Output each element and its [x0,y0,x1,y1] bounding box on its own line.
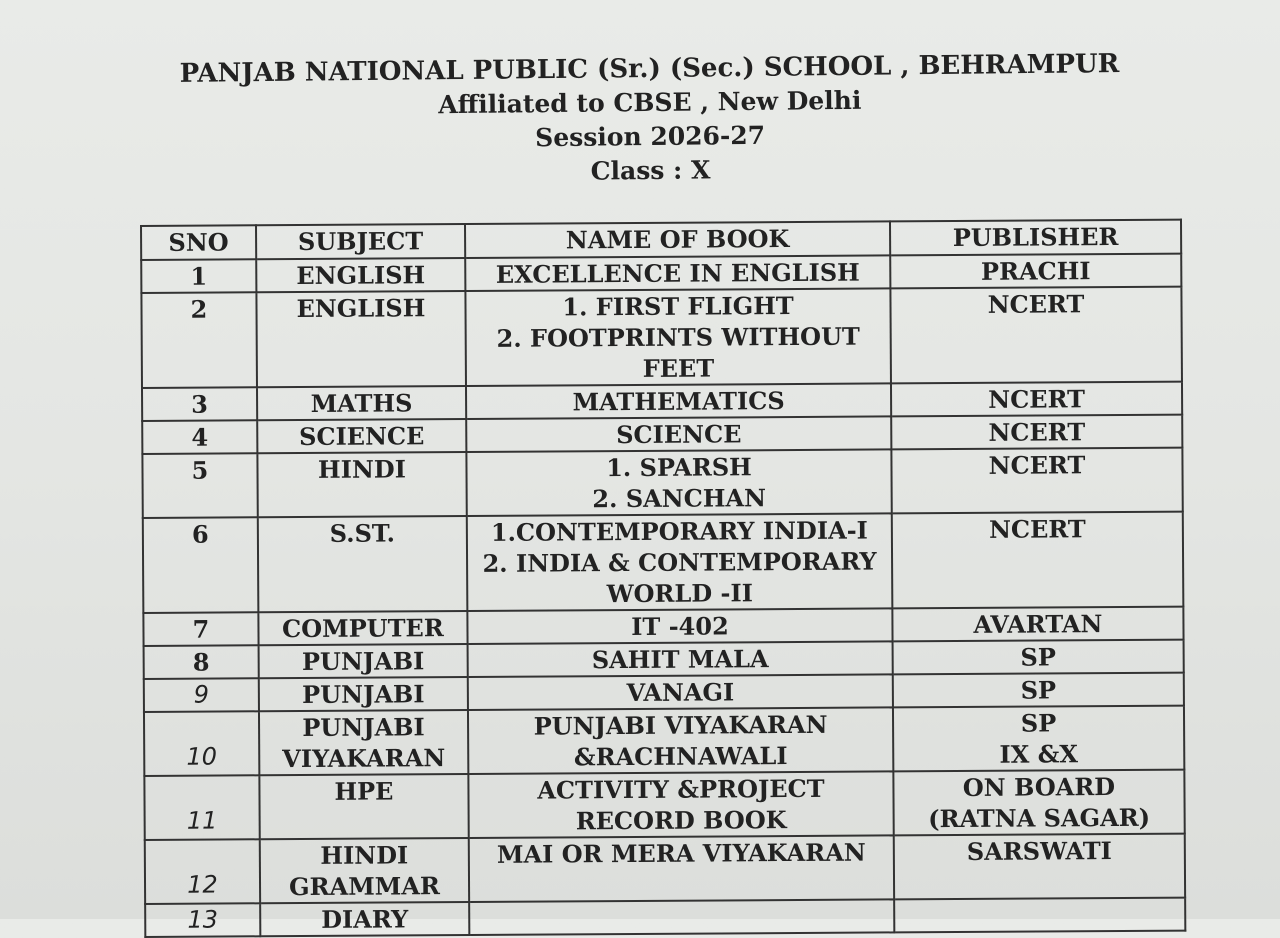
cell-book-name-line: 1. SPARSH [606,452,752,483]
cell-publisher-line: SP [1020,642,1056,672]
cell-book-name [467,608,892,644]
cell-publisher-line: NCERT [988,384,1086,414]
cell-publisher [891,382,1182,417]
cell-book-name-line: WORLD -II [606,578,753,609]
cell-subject-line: VIYAKARAN [282,743,446,774]
book-list-table-wrapper [140,219,1186,938]
cell-subject [260,838,470,903]
cell-book-name [469,835,894,902]
cell-book-name [465,255,890,291]
cell-subject-line: S.ST. [329,518,396,548]
cell-subject-line: DIARY [321,904,409,934]
cell-book-name-line: SCIENCE [616,419,742,450]
cell-publisher-line: SP [1020,708,1057,738]
cell-publisher [893,770,1184,836]
cell-publisher [893,673,1184,708]
cell-subject [259,677,468,711]
cell-sno: 8 [144,645,259,679]
cell-sno: 4 [142,420,257,454]
cell-book-name-line: MATHEMATICS [572,386,785,417]
cell-publisher-line: IX &X [999,739,1079,769]
document-header [139,47,1160,194]
cell-sno: 13 [145,903,260,937]
cell-publisher [894,898,1185,933]
table-row [141,287,1182,388]
cell-book-name [466,449,891,516]
cell-subject [258,644,467,678]
cell-subject-line: PUNJABI [302,712,425,743]
affiliation-text: Affiliated to CBSE , New Delhi [438,85,862,120]
cell-publisher-line: SP [1020,675,1057,705]
cell-subject-line: HINDI [317,454,406,484]
cell-book-name-line: 1.CONTEMPORARY INDIA-I [490,515,868,547]
cell-sno: 3 [142,387,257,421]
cell-book-name-line: EXCELLENCE IN ENGLISH [495,257,860,289]
cell-subject [260,902,469,936]
cell-book-name-line [476,900,887,903]
cell-book-name-line: SAHIT MALA [591,644,769,675]
cell-sno: 11 [144,775,259,840]
cell-sno: 7 [143,612,258,646]
cell-book-name-line: 2. INDIA & CONTEMPORARY [482,546,877,578]
header-book-name: NAME OF BOOK [465,221,890,258]
cell-subject-line: GRAMMAR [289,871,440,902]
cell-publisher-line: NCERT [988,450,1086,480]
cell-book-name-line: ACTIVITY &PROJECT [537,773,825,805]
cell-publisher-line: SARSWATI [966,836,1112,866]
cell-publisher-line [901,899,1178,901]
cell-book-name-line: PUNJABI VIYAKARAN [533,709,828,741]
cell-subject-line: ENGLISH [296,293,426,324]
table-row [143,512,1184,613]
cell-sno: 1 [141,259,256,293]
cell-book-name-line: &RACHNAWALI [573,741,788,772]
cell-book-name [468,674,893,710]
cell-publisher [890,287,1182,384]
header-publisher: PUBLISHER [890,220,1181,256]
cell-publisher-line: AVARTAN [973,609,1103,639]
cell-book-name-line: FEET [642,353,715,383]
cell-publisher-line: (RATNA SAGAR) [928,802,1151,834]
cell-subject-line: HINDI [320,840,409,870]
cell-sno: 6 [143,517,258,613]
cell-publisher [893,640,1184,675]
cell-publisher-line: PRACHI [980,256,1091,286]
cell-book-name-line: RECORD BOOK [575,805,787,836]
cell-publisher [891,415,1182,450]
book-list-table [140,219,1186,938]
cell-subject [259,710,469,775]
cell-book-name-line: MAI OR MERA VIYAKARAN [496,837,866,869]
table-row [145,834,1185,904]
cell-sno: 10 [144,711,259,776]
cell-book-name-line: 1. FIRST FLIGHT [562,291,794,322]
cell-book-name [468,707,893,774]
cell-publisher [891,448,1182,514]
cell-subject [258,611,467,645]
class-text: Class : X [590,155,711,186]
table-row [145,898,1185,937]
cell-book-name [466,416,891,452]
cell-subject [257,452,467,517]
cell-book-name-line: IT -402 [631,611,729,642]
cell-book-name-line: 2. SANCHAN [592,483,767,514]
cell-subject-line: HPE [334,776,394,806]
table-row [144,770,1184,840]
cell-subject [257,419,466,453]
cell-subject [256,258,465,292]
cell-book-name [467,513,893,611]
cell-book-name [469,899,894,935]
cell-book-name [466,383,891,419]
cell-sno: 12 [145,839,260,904]
cell-subject [259,774,469,839]
header-subject: SUBJECT [256,224,465,259]
cell-subject-line: COMPUTER [282,613,444,644]
cell-publisher [894,834,1185,900]
cell-sno: 2 [141,292,256,388]
cell-subject-line: PUNJABI [302,679,425,710]
header-sno: SNO [141,225,256,260]
cell-publisher [892,607,1183,642]
cell-book-name [465,288,891,386]
cell-publisher [892,512,1184,609]
cell-publisher-line: NCERT [987,289,1085,319]
table-row [142,448,1182,518]
cell-subject-line: PUNJABI [301,646,425,677]
cell-subject [256,291,466,387]
cell-subject [258,516,468,612]
cell-publisher [890,254,1181,289]
table-row [144,706,1184,776]
table-body [141,254,1185,937]
cell-book-name [468,771,893,838]
session-text: Session 2026-27 [535,120,766,153]
cell-book-name-line: 2. FOOTPRINTS WITHOUT [496,321,860,353]
cell-publisher-line: ON BOARD [962,772,1116,802]
cell-sno: 9 [144,678,259,712]
school-name: PANJAB NATIONAL PUBLIC (Sr.) (Sec.) SCHOOL , BEHRAMPUR [179,49,1120,89]
cell-book-name [468,641,893,677]
cell-subject [257,386,466,420]
cell-publisher-line: NCERT [988,514,1086,544]
cell-book-name-line: VANAGI [626,677,735,708]
cell-subject-line: MATHS [310,388,413,418]
cell-publisher-line: NCERT [988,417,1086,447]
cell-publisher [893,706,1184,772]
cell-sno: 5 [142,453,257,518]
cell-subject-line: SCIENCE [299,421,425,452]
cell-subject-line: ENGLISH [296,260,426,291]
